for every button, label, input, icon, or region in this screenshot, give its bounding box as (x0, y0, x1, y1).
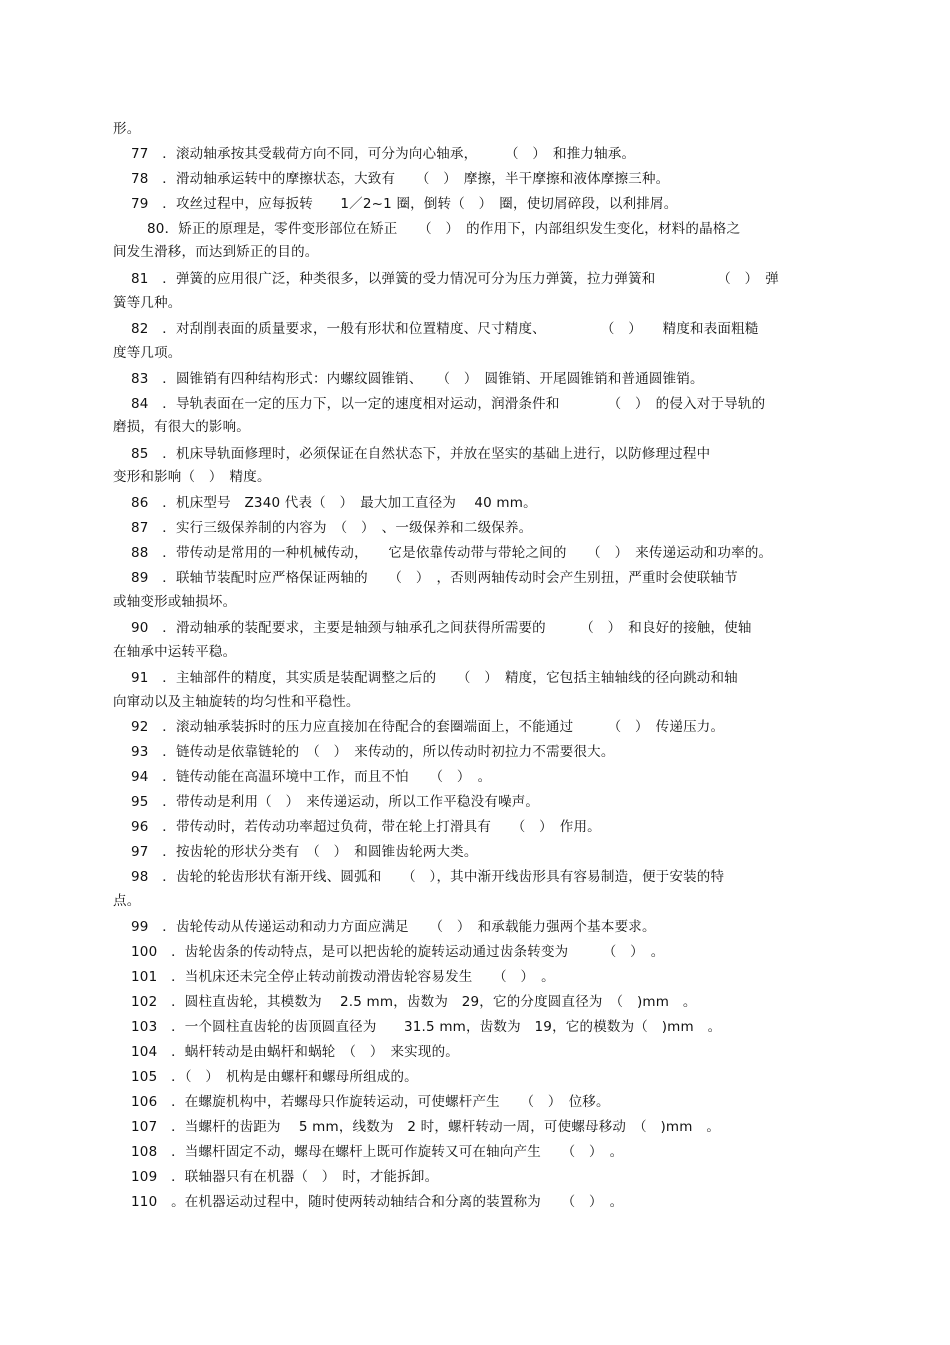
question-107: 107 ．当螺杆的齿距为 5 mm，线数为 2 时，螺杆转动一周，可使螺母移动 （ )mm 。 (131, 1119, 721, 1135)
question-87: 87 ．实行三级保养制的内容为 （ ） 、一级保养和二级保养。 (131, 520, 533, 536)
question-80: 80．矫正的原理是，零件变形部位在矫正 （ ） 的作用下，内部组织发生变化，材料的晶格之 (147, 221, 741, 237)
text-line: 点。 (113, 893, 141, 909)
question-81: 81 ．弹簧的应用很广泛，种类很多，以弹簧的受力情况可分为压力弹簧，拉力弹簧和 （ ） 弹 (131, 271, 779, 287)
question-108: 108 ．当螺杆固定不动，螺母在螺杆上既可作旋转又可在轴向产生 （ ） 。 (131, 1144, 624, 1160)
text-line: 形。 (113, 121, 141, 137)
question-84: 84 ．导轨表面在一定的压力下，以一定的速度相对运动，润滑条件和 （ ） 的侵入对于导轨的 (131, 396, 766, 412)
question-110: 110 。在机器运动过程中，随时使两转动轴结合和分离的装置称为 （ ） 。 (131, 1194, 624, 1210)
text-line: 或轴变形或轴损坏。 (113, 594, 237, 610)
question-97: 97 ．按齿轮的形状分类有 （ ） 和圆锥齿轮两大类。 (131, 844, 478, 860)
question-85: 85 ．机床导轨面修理时，必须保证在自然状态下，并放在坚实的基础上进行，以防修理过程中 (131, 446, 711, 462)
text-line: 变形和影响（ ） 精度。 (113, 469, 271, 485)
question-105: 105 ．（ ） 机构是由螺杆和螺母所组成的。 (131, 1069, 418, 1085)
text-line: 在轴承中运转平稳。 (113, 644, 237, 660)
question-86: 86 ．机床型号 Z340 代表（ ） 最大加工直径为 40 mm。 (131, 495, 537, 511)
question-82: 82 ．对刮削表面的质量要求，一般有形状和位置精度、尺寸精度、 （ ） 精度和表面粗糙 (131, 321, 759, 337)
question-78: 78 ．滑动轴承运转中的摩擦状态，大致有 （ ） 摩擦，半干摩擦和液体摩擦三种。 (131, 171, 670, 187)
question-96: 96 ．带传动时，若传动功率超过负荷，带在轮上打滑具有 （ ） 作用。 (131, 819, 601, 835)
question-102: 102 ．圆柱直齿轮，其模数为 2.5 mm，齿数为 29，它的分度圆直径为 （ )mm 。 (131, 994, 697, 1010)
question-89: 89 ．联轴节装配时应严格保证两轴的 （ ） ，否则两轴传动时会产生别扭，严重时会使联轴节 (131, 570, 738, 586)
text-line: 间发生滑移，而达到矫正的目的。 (113, 244, 319, 260)
text-line: 磨损，有很大的影响。 (113, 419, 250, 435)
question-109: 109 ．联轴器只有在机器（ ） 时，才能拆卸。 (131, 1169, 439, 1185)
question-103: 103 ．一个圆柱直齿轮的齿顶圆直径为 31.5 mm，齿数为 19，它的模数为（ )mm 。 (131, 1019, 722, 1035)
text-line: 簧等几种。 (113, 295, 182, 311)
question-98: 98 ．齿轮的轮齿形状有渐开线、圆弧和 （ ），其中渐开线齿形具有容易制造，便于安装的特 (131, 869, 725, 885)
question-99: 99 ．齿轮传动从传递运动和动力方面应满足 （ ） 和承载能力强两个基本要求。 (131, 919, 656, 935)
text-line: 向窜动以及主轴旋转的均匀性和平稳性。 (113, 694, 360, 710)
question-100: 100 ．齿轮齿条的传动特点，是可以把齿轮的旋转运动通过齿条转变为 （ ） 。 (131, 944, 665, 960)
question-92: 92 ．滚动轴承装拆时的压力应直接加在待配合的套圈端面上，不能通过 （ ） 传递压力。 (131, 719, 725, 735)
question-106: 106 ．在螺旋机构中，若螺母只作旋转运动，可使螺杆产生 （ ） 位移。 (131, 1094, 610, 1110)
question-83: 83 ．圆锥销有四种结构形式：内螺纹圆锥销、 （ ） 圆锥销、开尾圆锥销和普通圆锥销。 (131, 371, 704, 387)
question-104: 104 ．蜗杆转动是由蜗杆和蜗轮 （ ） 来实现的。 (131, 1044, 459, 1060)
question-93: 93 ．链传动是依靠链轮的 （ ） 来传动的，所以传动时初拉力不需要很大。 (131, 744, 615, 760)
question-77: 77 ．滚动轴承按其受载荷方向不同，可分为向心轴承， （ ） 和推力轴承。 (131, 146, 636, 162)
question-88: 88 ．带传动是常用的一种机械传动， 它是依靠传动带与带轮之间的 （ ） 来传递运动和功率的。 (131, 545, 773, 561)
question-101: 101 ．当机床还未完全停止转动前拨动滑齿轮容易发生 （ ） 。 (131, 969, 555, 985)
question-79: 79 ．攻丝过程中，应每扳转 1／2~1 圈，倒转（ ） 圈，使切屑碎段，以利排屑。 (131, 196, 678, 212)
question-94: 94 ．链传动能在高温环境中工作，而且不怕 （ ） 。 (131, 769, 492, 785)
question-91: 91 ．主轴部件的精度，其实质是装配调整之后的 （ ） 精度，它包括主轴轴线的径向跳动和轴 (131, 670, 738, 686)
question-90: 90 ．滑动轴承的装配要求，主要是轴颈与轴承孔之间获得所需要的 （ ） 和良好的接触，使轴 (131, 620, 752, 636)
question-95: 95 ．带传动是利用（ ） 来传递运动，所以工作平稳没有噪声。 (131, 794, 540, 810)
text-line: 度等几项。 (113, 345, 182, 361)
